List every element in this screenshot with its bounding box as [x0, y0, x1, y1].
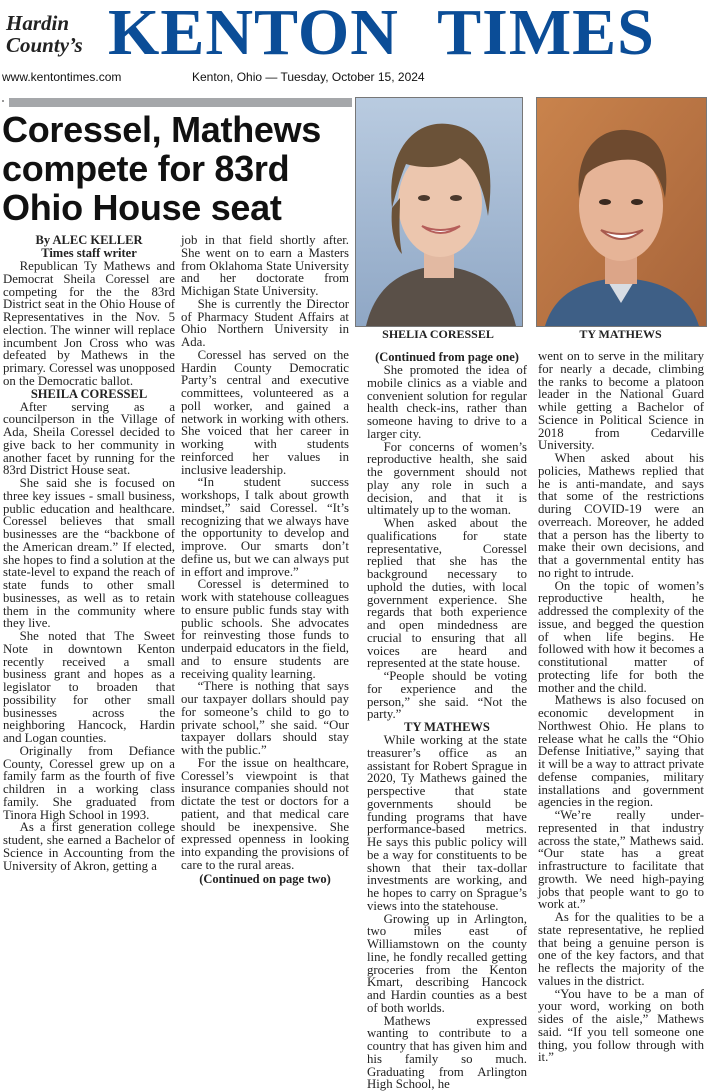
article-paragraph: Republican Ty Mathews and Democrat Sheila Coressel are competing for the the 83rd District seat in the Ohio House of Representatives in the Nov. 5 election. The winner will replace incumbent Jon Cross who was defeated by Mathews in the primary. Coressel was unopposed on the Democratic ballot. [3, 260, 175, 388]
mathews-photo [536, 97, 707, 327]
dateline: Kenton, Ohio — Tuesday, October 15, 2024 [192, 70, 425, 84]
article-column-2 [181, 234, 349, 886]
article-paragraph-continued: went on to serve in the military for nearly a decade, climbing the ranks to become a platoon leader in the National Guard while getting a Bachelor of Science in Political Science in 2018 from Cedarville University. [538, 350, 704, 452]
headline: Coressel, Mathews compete for 83rd Ohio House seat [2, 110, 354, 227]
bullet-dot [2, 100, 4, 102]
article-paragraph: “We’re really under-represented in that industry across the state,” Mathews said. “Our state has a great infrastructure to facilitate that growth. We need high-paying jobs that people want to go to work at.” [538, 809, 704, 911]
article-paragraph: “There is nothing that says our taxpayer dollars should pay for someone’s child to go to private school,” she said. “Our taxpayer dollars should stay with the public.” [181, 680, 349, 757]
article-paragraph: As for the qualities to be a state representative, he replied that being a genuine person is one of the key factors, and that he reflects the majority of the values in the district. [538, 911, 704, 988]
masthead-title: KENTON TIMES [108, 0, 655, 68]
byline: By ALEC KELLER [3, 234, 175, 247]
article-paragraph: For the issue on healthcare, Coressel’s viewpoint is that insurance companies should not dictate the test or doctors for a patient, and that medical care should be inexpensive. She expressed openness in looking into expanding the provisions of care to the rural areas. [181, 757, 349, 872]
article-paragraph: “You have to be a man of your word, working on both sides of the aisle,” Mathews said. “If you tell someone one thing, you follow through with it.” [538, 988, 704, 1065]
article-paragraph: After serving as a councilperson in the Village of Ada, Sheila Coressel decided to give back to her community in another facet by running for the 83rd District House seat. [3, 401, 175, 478]
masthead-county [6, 12, 83, 56]
article-paragraph: “People should be voting for experience and the person,” she said. “Not the party.” [367, 670, 527, 721]
article-paragraph: Growing up in Arlington, two miles east of Williamstown on the county line, he fondly recalled getting groceries from the Kenton Kmart, describing Hancock and Hardin counties as a best of both worlds. [367, 913, 527, 1015]
article-column-1 [3, 234, 175, 872]
masthead-county-line2: County’s [6, 34, 83, 56]
byline: Times staff writer [3, 247, 175, 260]
coressel-photo [355, 97, 523, 327]
headline-rule [9, 98, 352, 107]
article-paragraph: Coressel has served on the Hardin County Democratic Party’s central and executive committees, volunteered as a poll worker, and gained a network in working with others. She voiced that her career in working with students reinforced her values in inclusive leadership. [181, 349, 349, 477]
article-paragraph: She promoted the idea of mobile clinics as a viable and convenient solution for regular health check-ins, rather than someone having to drive to a larger city. [367, 364, 527, 441]
article-paragraph: “In student success workshops, I talk about growth mindset,” said Coressel. “It’s recognizing that we always have the opportunity to develop and improve. Our smarts don’t define us, but we can always put in effort and improve.” [181, 476, 349, 578]
masthead-county-line1: Hardin [6, 12, 83, 34]
article-paragraph: Coressel is determined to work with statehouse colleagues to ensure public funds stay with public schools. She advocates for reinvesting those funds to underpaid educators in the field, and to ensure students are receiving quality learning. [181, 578, 349, 680]
coressel-photo-caption: SHELIA CORESSEL [355, 328, 521, 341]
article-paragraph: She noted that The Sweet Note in downtown Kenton recently received a small business grant and hopes as a legislator to broaden that possibility for other small businesses across the neighboring Hancock, Hardin and Logan counties. [3, 630, 175, 745]
article-paragraph: As a first generation college student, she earned a Bachelor of Science in Accounting from the University of Akron, getting a [3, 821, 175, 872]
article-paragraph: On the topic of women’s reproductive health, he addressed the complexity of the issue, and begged the question of when life begins. He followed with how it becomes a constitutional matter of protecting life for both the mother and the child. [538, 580, 704, 695]
article-paragraph: Originally from Defiance County, Coressel grew up on a family farm as the fourth of five children in a working class family. She graduated from Tinora High School in 1993. [3, 745, 175, 822]
article-paragraph: For concerns of women’s reproductive health, she said the government should not play any role in such a decision, and that it is ultimately up to the woman. [367, 441, 527, 518]
article-paragraph-continued: job in that field shortly after. She went on to earn a Masters from Oklahoma State University and her doctorate from Michigan State University. [181, 234, 349, 298]
article-paragraph: While working at the state treasurer’s office as an assistant for Robert Sprague in 2020, Ty Mathews gained the perspective that state governments should be funding programs that have performance-based metrics. He says this public policy will be a way for constituents to be shown that their tax-dollar investments are working, and he hopes to carry on Sprague’s views into the statehouse. [367, 734, 527, 913]
website-link[interactable]: www.kentontimes.com [2, 70, 121, 84]
continuation-note: (Continued from page one) [367, 350, 527, 364]
section-heading: TY MATHEWS [367, 721, 527, 734]
article-paragraph: She is currently the Director of Pharmacy Student Affairs at Ohio Northern University in Ada. [181, 298, 349, 349]
mathews-photo-caption: TY MATHEWS [536, 328, 705, 341]
article-paragraph: Mathews expressed wanting to contribute to a country that has given him and his family so much. Graduating from Arlington High School, he [367, 1015, 527, 1091]
article-column-3 [367, 350, 527, 1091]
article-paragraph: When asked about his policies, Mathews replied that he is anti-mandate, and says that some of the restrictions during COVID-19 were an overreach. Moreover, he added that a person has the liberty to make their own decisions, and that a governmental entity has no right to intrude. [538, 452, 704, 580]
article-paragraph: Mathews is also focused on economic development in Northwest Ohio. He plans to release what he calls the “Ohio Defense Initiative,” saying that it will be a way to attract private defense companies, military installations and government agencies in the region. [538, 694, 704, 809]
article-column-4 [538, 350, 704, 1064]
continuation-note: (Continued on page two) [181, 872, 349, 886]
article-paragraph: When asked about the qualifications for state representative, Coressel replied that she has the background necessary to uphold the duties, with local government experience. She regards that both experience and open mindedness are crucial to ensuring that all voices are heard and represented at the state house. [367, 517, 527, 670]
article-paragraph: She said she is focused on three key issues - small business, public education and healthcare. Coressel believes that small businesses are the “backbone of the American dream.” If elected, she hopes to find a solution at the state-level to expand the reach of state funds to other small businesses, as well as to retain them in the community where they live. [3, 477, 175, 630]
section-heading: SHEILA CORESSEL [3, 388, 175, 401]
